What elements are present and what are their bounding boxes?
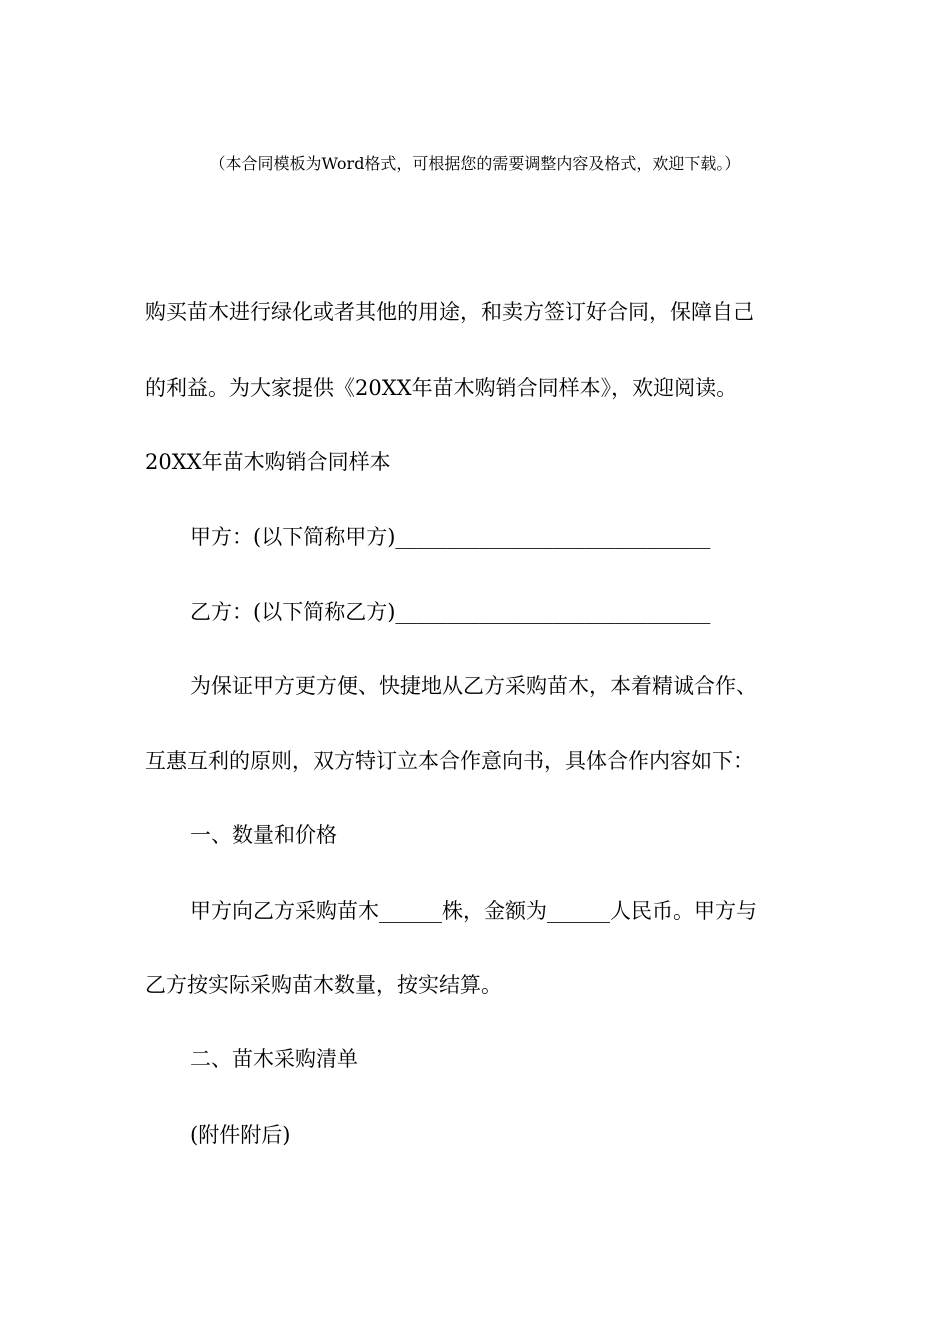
section-1-heading: 一、数量和价格 [190, 823, 337, 847]
section-2-attachment: (附件附后) [190, 1123, 291, 1147]
intro-line-1: 购买苗木进行绿化或者其他的用途，和卖方签订好合同，保障自己 [145, 300, 754, 324]
section-1-line-1: 甲方向乙方采购苗木______株，金额为______人民币。甲方与 [190, 899, 757, 923]
section-1-line-2: 乙方按实际采购苗木数量，按实结算。 [145, 973, 502, 997]
intro-line-2: 的利益。为大家提供《20XX年苗木购销合同样本》，欢迎阅读。 [145, 376, 738, 400]
section-2-heading: 二、苗木采购清单 [190, 1047, 358, 1071]
template-note: （本合同模板为Word格式，可根据您的需要调整内容及格式，欢迎下载。） [209, 154, 741, 173]
document-title: 20XX年苗木购销合同样本 [145, 450, 391, 474]
party-a-line: 甲方：(以下简称甲方)______________________________ [190, 525, 711, 549]
party-b-line: 乙方：(以下简称乙方)______________________________ [190, 600, 711, 624]
purpose-line-1: 为保证甲方更方便、快捷地从乙方采购苗木，本着精诚合作、 [190, 674, 757, 698]
purpose-line-2: 互惠互利的原则，双方特订立本合作意向书，具体合作内容如下： [145, 749, 754, 773]
